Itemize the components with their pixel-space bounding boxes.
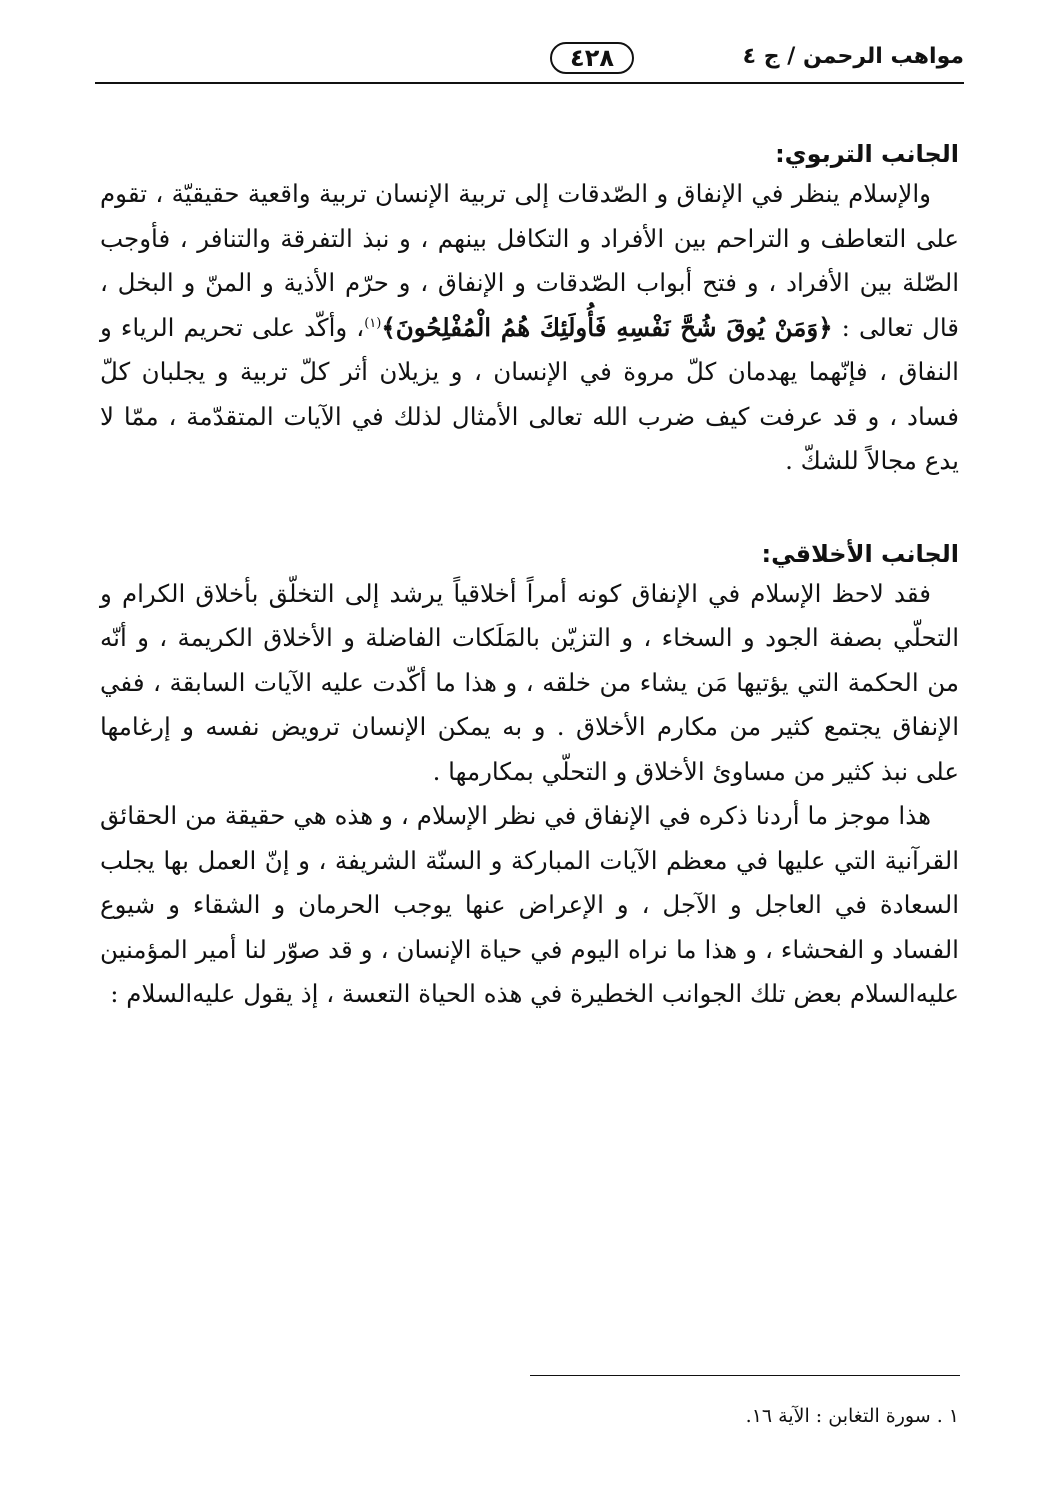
paragraph-text-before-verse: والإسلام ينظر في الإنفاق و الصّدقات إلى تربية الإنسان تربية واقعية حقيقيّة ، تقوم على التعاطف و التراحم بين الأفراد و التكافل بينهم ، و نبذ التفرقة والتنافر ، فأوجب الصّلة بين الأفراد ، و فتح أبواب الصّدقات و الإنفاق ، و حرّم الأذية و المنّ و البخل ، قال تعالى : <box>100 179 959 342</box>
footnote-reference[interactable]: (١) <box>364 315 382 331</box>
page-header <box>95 38 964 86</box>
running-title: مواهب الرحمن / ج ٤ <box>742 44 964 69</box>
paragraph-educational <box>100 172 959 484</box>
paragraph-ethical: فقد لاحظ الإسلام في الإنفاق كونه أمراً أخلاقياً يرشد إلى التخلّق بأخلاق الكرام و التحلّي بصفة الجود و السخاء ، و التزيّن بالمَلَكات الفاضلة و الأخلاق الكريمة ، و أنّه من الحكمة التي يؤتيها مَن يشاء من خلقه ، و هذا ما أكّدت عليه الآيات السابقة ، ففي الإنفاق يجتمع كثير من مكارم الأخلاق . و به يمكن الإنسان ترويض نفسه و إرغامها على نبذ كثير من مساوئ الأخلاق و التحلّي بمكارمها . <box>100 578 959 786</box>
section-heading-educational: الجانب التربوي: <box>775 140 959 168</box>
header-rule <box>95 82 964 84</box>
paragraph-text-after-verse: ، وأكّد على تحريم الرياء و النفاق ، فإنّهما يهدمان كلّ مروة في الإنسان ، و يزيلان أثر كلّ تربية و يجلبان كلّ فساد ، و قد عرفت كيف ضرب الله تعالى الأمثال لذلك في الآيات المتقدّمة ، ممّا لا يدع مجالاً للشكّ . <box>100 312 959 475</box>
paragraph-summary: هذا موجز ما أردنا ذكره في الإنفاق في نظر الإسلام ، و هذه هي حقيقة من الحقائق القرآنية التي عليها في معظم الآيات المباركة و السنّة الشريفة ، و إنّ العمل بها يجلب السعادة في العاجل و الآجل ، و الإعراض عنها يوجب الحرمان و الشقاء و شيوع الفساد و الفحشاء ، و هذا ما نراه اليوم في حياة الإنسان ، و قد صوّر لنا أمير المؤمنين عليه‌السلام بعض تلك الجوانب الخطيرة في هذه الحياة التعسة ، إذ يقول عليه‌السلام : <box>100 801 959 1008</box>
section-heading-ethical: الجانب الأخلاقي: <box>761 539 959 568</box>
page-number: ٤٢٨ <box>550 42 634 74</box>
main-text <box>100 140 959 1017</box>
footnote: ١ . سورة التغابن : الآية ١٦. <box>745 1405 959 1427</box>
quran-verse: ﴿وَمَنْ يُوقَ شُحَّ نَفْسِهِ فَأُولَئِكَ هُمُ الْمُفْلِحُونَ﴾ <box>381 312 833 342</box>
